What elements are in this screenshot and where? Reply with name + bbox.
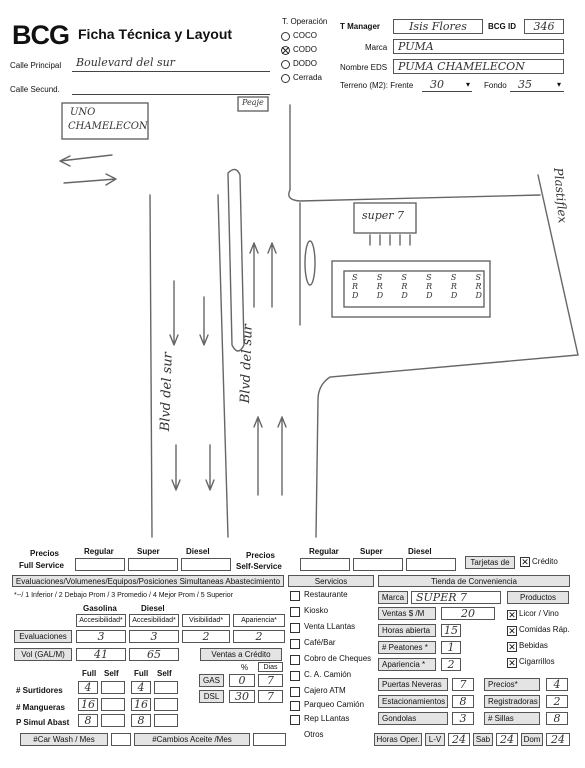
apariencia-field[interactable] (441, 658, 461, 671)
registr-label-text: Registradoras (488, 697, 538, 706)
evaluaciones-row-label (14, 630, 72, 643)
productos-header (507, 591, 569, 604)
kiosko-label: Kiosko (304, 606, 329, 615)
producto-licor[interactable] (507, 609, 577, 625)
cajero-atm-checkbox[interactable] (290, 687, 300, 697)
estac-field[interactable] (452, 695, 474, 708)
ca-camion-label: C. A. Camión (304, 670, 352, 679)
cigarrillos-label: Cigarrillos (519, 657, 555, 666)
producto-cigarrillos[interactable] (507, 657, 577, 673)
comidas-label: Comidas Ráp. (519, 625, 570, 634)
precios-self-label-1: Precios (246, 551, 275, 560)
horas-abierta-label-text: Horas abierta (382, 626, 431, 635)
marca-field[interactable] (393, 39, 564, 54)
servicios-header (288, 575, 374, 587)
tienda-header (378, 575, 570, 587)
puertas-label (378, 678, 448, 691)
dias-header (258, 662, 283, 672)
tienda-marca-label-text: Marca (381, 593, 405, 602)
cafe-bar-checkbox[interactable] (290, 639, 300, 649)
servicio-rep-llantas[interactable] (290, 714, 378, 730)
radio-dodo[interactable] (281, 60, 290, 69)
gas-dias[interactable] (258, 674, 283, 687)
eval-visibilidad-value: 2 (202, 630, 210, 643)
terreno-label: Terreno (M2): Frente (340, 81, 414, 90)
venta-llantas-label: Venta LLantas (304, 622, 356, 631)
dsl-label-text: DSL (203, 692, 220, 701)
servicio-cafe-bar[interactable] (290, 638, 378, 654)
dom-label (521, 733, 543, 746)
col-diesel-full: Diesel (186, 547, 210, 556)
cambios-label-text: #Cambios Aceite /Mes (152, 735, 232, 744)
vol-gas[interactable] (76, 648, 126, 661)
price-full-regular[interactable] (75, 558, 125, 571)
nombre-eds-label: Nombre EDS (340, 63, 388, 72)
diesel-label: Diesel (141, 604, 165, 613)
precios-tienda-field[interactable] (546, 678, 568, 691)
t-manager-value: Isis Flores (409, 20, 467, 33)
precios-full-label-1: Precios (30, 549, 59, 558)
col-super-self: Super (360, 547, 383, 556)
tienda-marca-field[interactable] (411, 591, 501, 604)
acces-gas-header (76, 614, 126, 627)
horas-abierta-field[interactable] (441, 624, 461, 637)
cajero-atm-label: Cajero ATM (304, 686, 346, 695)
evaluaciones-header (12, 575, 284, 587)
t-operacion-label: T. Operación (282, 17, 328, 26)
pump-1: S R D (352, 273, 359, 300)
horas-abierta-value: 15 (444, 624, 458, 637)
self-label-dsl: Self (157, 669, 172, 678)
eval-apariencia-value: 2 (255, 630, 263, 643)
producto-comidas[interactable] (507, 625, 577, 641)
nombre-eds-field[interactable] (393, 59, 564, 74)
tienda-header-text: Tienda de Conveniencia (431, 576, 517, 586)
cigarrillos-checkbox[interactable]: ✕ (508, 658, 516, 668)
visibilidad-header (182, 614, 230, 627)
col-regular-self: Regular (309, 547, 339, 556)
precios-self-label-2: Self-Service (236, 562, 282, 571)
restaurante-checkbox[interactable] (290, 591, 300, 601)
apariencia-label (378, 658, 436, 671)
vol-row-label-text: Vol (GAL/M) (21, 650, 65, 659)
registr-label (484, 695, 540, 708)
lv-value: 24 (452, 733, 466, 746)
cambios-field[interactable] (253, 733, 286, 746)
tienda-marca-value: SUPER 7 (416, 591, 468, 604)
gondolas-value: 3 (459, 712, 467, 725)
kiosko-checkbox[interactable] (290, 607, 300, 617)
vol-dsl[interactable] (129, 648, 179, 661)
uno-text-line2: CHAMELECON (68, 121, 148, 132)
fondo-dropdown-icon[interactable]: ▾ (557, 80, 562, 89)
full-label-dsl: Full (134, 669, 149, 678)
sillas-label (484, 712, 540, 725)
blvd-text-left: Blvd del sur (158, 351, 176, 432)
price-full-diesel[interactable] (181, 558, 231, 571)
gas-label (199, 674, 224, 687)
parqueo-camion-label: Parqueo Camión (304, 700, 365, 709)
acces-gas-header-text: Accesibilidad* (79, 617, 123, 624)
lv-field[interactable] (448, 733, 470, 746)
sab-label (473, 733, 493, 746)
price-self-diesel[interactable] (406, 558, 456, 571)
servicio-parqueo-camion[interactable] (290, 700, 378, 714)
visibilidad-header-text: Visibilidad* (188, 617, 224, 624)
dsl-pct-value: 30 (235, 690, 249, 703)
cobro-cheques-label: Cobro de Cheques (304, 654, 372, 663)
registr-field[interactable] (546, 695, 568, 708)
gondolas-field[interactable] (452, 712, 474, 725)
calle-secund-label: Calle Secund. (10, 85, 60, 94)
surtidores-dsl-full-value: 4 (137, 681, 145, 694)
fondo-label: Fondo (484, 81, 507, 90)
rep-llantas-checkbox[interactable] (290, 715, 300, 725)
surtidores-gas-self[interactable] (101, 681, 125, 694)
sab-field[interactable] (496, 733, 518, 746)
option-dodo: DODO (293, 59, 317, 68)
apariencia-label-text: Apariencia * (382, 660, 426, 669)
simul-gas-self[interactable] (101, 714, 125, 727)
sillas-value: 8 (553, 712, 561, 725)
cobro-cheques-checkbox[interactable] (290, 655, 300, 665)
ca-camion-checkbox[interactable] (290, 671, 300, 681)
dias-header-text: Dias (263, 663, 278, 671)
simul-gas-full[interactable] (78, 714, 98, 727)
price-full-super[interactable] (128, 558, 178, 571)
uno-text-line1: UNO (70, 107, 96, 118)
gasolina-label: Gasolina (83, 604, 117, 613)
ventas-label (378, 607, 436, 620)
page-title: Ficha Técnica y Layout (78, 26, 233, 42)
mangueras-dsl-full[interactable] (131, 698, 151, 711)
surtidores-gas-full[interactable] (78, 681, 98, 694)
sillas-label-text: # Sillas (488, 714, 514, 723)
ventas-label-text: Ventas $ /M (382, 609, 425, 618)
dom-field[interactable] (546, 733, 570, 746)
gondolas-label-text: Gondolas (382, 714, 417, 723)
pump-6: S R D (475, 273, 482, 300)
rep-llantas-label: Rep LLantas (304, 714, 350, 723)
ventas-credito-header (200, 648, 282, 661)
precios-tienda-value: 4 (553, 678, 561, 691)
vol-dsl-value: 65 (147, 648, 161, 661)
dsl-pct[interactable] (229, 690, 255, 703)
radio-codo[interactable] (281, 46, 290, 55)
eval-acces-dsl[interactable] (129, 630, 179, 643)
evaluaciones-header-text: Evaluaciones/Volumenes/Equipos/Posiciones Simultaneas Abastecimiento (15, 576, 281, 586)
parqueo-camion-checkbox[interactable] (290, 701, 300, 711)
t-manager-field[interactable] (393, 19, 483, 34)
mangueras-gas-self[interactable] (101, 698, 125, 711)
mangueras-gas-full-value: 16 (81, 698, 95, 711)
precios-tienda-label (484, 678, 540, 691)
fondo-value[interactable]: 35 (518, 78, 532, 91)
frente-dropdown-icon[interactable]: ▾ (466, 80, 471, 89)
credito-checkbox[interactable]: ✕ (521, 557, 529, 567)
t-manager-label: T Manager (340, 22, 381, 31)
pump-5: S R D (450, 273, 458, 300)
col-diesel-self: Diesel (408, 547, 432, 556)
car-wash-label (20, 733, 108, 746)
producto-bebidas[interactable] (507, 641, 577, 657)
peatones-label (378, 641, 436, 654)
restaurante-label: Restaurante (304, 590, 348, 599)
sillas-field[interactable] (546, 712, 568, 725)
radio-coco[interactable] (281, 32, 290, 41)
peaje-text: Peaje (242, 98, 264, 107)
gas-dias-value: 7 (267, 674, 274, 687)
puertas-value: 7 (459, 678, 467, 691)
surtidores-gas-full-value: 4 (84, 681, 92, 694)
registr-value: 2 (553, 695, 561, 708)
estac-value: 8 (459, 695, 467, 708)
pump-labels (352, 273, 482, 305)
simul-dsl-full[interactable] (131, 714, 151, 727)
pct-label: % (241, 663, 249, 672)
calle-principal-label: Calle Principal (10, 61, 62, 70)
fondo-line (510, 91, 564, 92)
surtidores-dsl-self[interactable] (154, 681, 178, 694)
mangueras-label: # Mangueras (16, 703, 65, 712)
evaluaciones-row-label-text: Evaluaciones (19, 632, 67, 641)
radio-cerrada[interactable] (281, 74, 290, 83)
eval-acces-gas-value: 3 (97, 630, 105, 643)
layout-sketch (0, 95, 585, 545)
cambios-label (134, 733, 250, 746)
servicio-cajero-atm[interactable] (290, 686, 378, 700)
car-wash-field[interactable] (111, 733, 131, 746)
lv-label-text: L-V (428, 735, 442, 744)
comidas-checkbox[interactable]: ✕ (508, 626, 516, 636)
nombre-eds-value: PUMA CHAMELECON (398, 60, 525, 73)
servicio-kiosko[interactable] (290, 606, 378, 622)
blvd-text-right: Blvd del sur (238, 323, 256, 404)
frente-value[interactable]: 30 (430, 78, 444, 91)
otros-label: Otros (304, 730, 324, 739)
bcg-logo: BCG (12, 20, 69, 50)
eval-visibilidad[interactable] (182, 630, 230, 643)
full-label-gas: Full (82, 669, 97, 678)
eval-acces-dsl-value: 3 (150, 630, 158, 643)
peatones-label-text: # Peatones * (382, 643, 428, 652)
horas-oper-label-text: Horas Oper. (376, 735, 420, 744)
peatones-value: 1 (447, 641, 455, 654)
vol-row-label (14, 648, 72, 661)
option-cerrada: Cerrada (293, 73, 322, 82)
sketch-drawing (0, 95, 585, 545)
super7-text: super 7 (362, 209, 405, 222)
precios-tienda-label-text: Precios* (488, 680, 518, 689)
peatones-field[interactable] (441, 641, 461, 654)
dom-label-text: Dom (523, 735, 541, 744)
ventas-value: 20 (461, 607, 475, 620)
bcg-id-field[interactable] (524, 19, 564, 34)
mangueras-gas-full[interactable] (78, 698, 98, 711)
apariencia-header (233, 614, 285, 627)
simul-label: P Simul Abast (16, 718, 70, 727)
pump-3: S R D (401, 273, 408, 300)
venta-llantas-checkbox[interactable] (290, 623, 300, 633)
horas-abierta-label (378, 624, 436, 637)
precios-full-label-2: Full Service (19, 561, 64, 570)
price-self-super[interactable] (353, 558, 403, 571)
tarjetas-label: Tarjetas de (470, 558, 510, 567)
pump-2: S R D (376, 273, 384, 300)
bebidas-label: Bebidas (519, 641, 548, 650)
estac-label-text: Estacionamientos (382, 697, 446, 706)
eval-acces-gas[interactable] (76, 630, 126, 643)
eval-apariencia[interactable] (233, 630, 285, 643)
dsl-label (199, 690, 224, 703)
mangueras-dsl-full-value: 16 (134, 698, 148, 711)
surtidores-label: # Surtidores (16, 686, 63, 695)
col-super-full: Super (137, 547, 160, 556)
estac-label (378, 695, 448, 708)
gas-pct[interactable] (229, 674, 255, 687)
servicio-restaurante[interactable] (290, 590, 378, 606)
calle-principal-value[interactable]: Boulevard del sur (76, 56, 175, 69)
self-label-gas: Self (104, 669, 119, 678)
puertas-field[interactable] (452, 678, 474, 691)
mangueras-dsl-self[interactable] (154, 698, 178, 711)
sab-value: 24 (500, 733, 514, 746)
price-self-regular[interactable] (300, 558, 350, 571)
dsl-dias-value: 7 (267, 690, 274, 703)
gondolas-label (378, 712, 448, 725)
licor-label: Licor / Vino (519, 609, 559, 618)
licor-checkbox[interactable]: ✕ (508, 610, 516, 620)
dsl-dias[interactable] (258, 690, 283, 703)
cafe-bar-label: Café/Bar (304, 638, 336, 647)
puertas-label-text: Puertas Neveras (382, 680, 442, 689)
scale-legend: *--/ 1 Inferior / 2 Debajo Prom / 3 Promedio / 4 Mejor Prom / 5 Superior (14, 592, 234, 599)
servicios-list (290, 590, 378, 746)
gas-pct-value: 0 (238, 674, 246, 687)
frente-line (422, 91, 472, 92)
sab-label-text: Sab (475, 735, 491, 744)
gas-label-text: GAS (203, 676, 220, 685)
servicio-venta-llantas[interactable] (290, 622, 378, 638)
servicios-header-text: Servicios (314, 576, 348, 586)
option-codo: CODO (293, 45, 317, 54)
marca-label: Marca (365, 43, 388, 52)
tienda-marca-label (378, 591, 408, 604)
marca-value: PUMA (398, 40, 434, 53)
productos-header-text: Productos (519, 593, 557, 602)
bcg-id-label: BCG ID (488, 22, 516, 31)
productos-list (507, 609, 577, 673)
lv-label (425, 733, 445, 746)
apariencia-value: 2 (447, 658, 455, 671)
simul-dsl-self[interactable] (154, 714, 178, 727)
ventas-field[interactable] (441, 607, 495, 620)
horas-oper-label (374, 733, 422, 746)
acces-dsl-header (129, 614, 179, 627)
apariencia-header-text: Apariencia* (241, 617, 277, 624)
car-wash-label-text: #Car Wash / Mes (33, 735, 95, 744)
plastiflex-text: Plastiflex (551, 167, 570, 224)
vol-gas-value: 41 (94, 648, 108, 661)
simul-dsl-full-value: 8 (137, 714, 145, 727)
acces-dsl-header-text: Accesibilidad* (132, 617, 176, 624)
ventas-credito-header-text: Ventas a Crédito (211, 650, 271, 659)
pump-4: S R D (426, 273, 433, 300)
credito-label: Crédito (532, 557, 558, 566)
dom-value: 24 (551, 733, 565, 746)
simul-gas-full-value: 8 (84, 714, 92, 727)
servicio-cobro-cheques[interactable] (290, 654, 378, 670)
calle-principal-line (72, 71, 270, 72)
bebidas-checkbox[interactable]: ✕ (508, 642, 516, 652)
bcg-id-value: 346 (533, 20, 555, 33)
surtidores-dsl-full[interactable] (131, 681, 151, 694)
col-regular-full: Regular (84, 547, 114, 556)
tarjetas-button[interactable] (465, 556, 515, 569)
servicio-ca-camion[interactable] (290, 670, 378, 686)
option-coco: COCO (293, 31, 317, 40)
servicio-otros[interactable] (290, 730, 378, 746)
